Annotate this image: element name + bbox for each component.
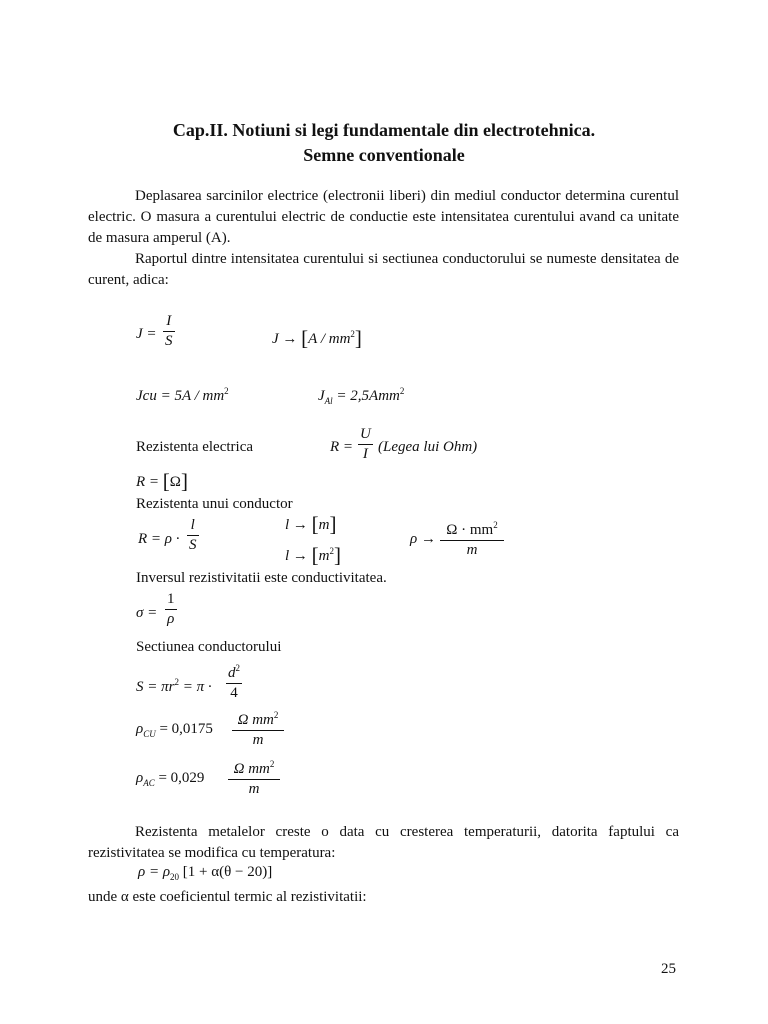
sigma-fraction: 1 ρ — [167, 591, 175, 627]
paragraph-density: Raportul dintre intensitatea curentului si sectiunea conductorului se numeste densitatea de curent, adica: — [88, 251, 679, 288]
rho-cu-fraction: Ω $mm^2$ m — [232, 706, 284, 750]
page-number: 25 — [661, 961, 676, 977]
ohm-law-note: (Legea lui Ohm) — [378, 439, 478, 455]
density-formula: J = — [136, 326, 157, 342]
ohm-fraction: U I — [360, 426, 371, 462]
label-rezistenta-conductor: Rezistenta unui conductor — [136, 496, 293, 512]
jal-value: $J_{Al} = 2,5Amm^2$ — [318, 386, 405, 406]
label-sectiunea: Sectiunea conductorului — [136, 639, 282, 655]
section-unit: $l \to [m^2]$ — [285, 543, 342, 567]
jcu-value: Jcu = $5A / mm^2$ — [136, 386, 229, 404]
resistance-fraction: l S — [189, 517, 197, 553]
temperature-formula: $\rho = \rho_{20}$ [1 + α(θ − 20)] — [138, 864, 273, 882]
rho-ac-fraction: Ω $mm^2$ m — [228, 755, 280, 799]
rho-cu-value: $\rho_{CU} = 0,0175$ — [136, 721, 213, 739]
resistance-unit: R = [Ω] — [136, 469, 188, 493]
density-fraction: I S — [165, 313, 173, 349]
label-rezistenta-electrica: Rezistenta electrica — [136, 439, 254, 455]
rho-unit-fraction: $\Omega \cdot mm^2$ m — [440, 516, 504, 560]
rho-unit-lhs: ρ → — [410, 531, 436, 547]
section-formula: $S = \pi r^2 = \pi$ · — [136, 677, 212, 695]
rho-ac-value: $\rho_{AC} = 0,029$ — [136, 770, 205, 788]
chapter-title: Cap.II. Notiuni si legi fundamentale din electrotehnica. — [172, 120, 596, 140]
paragraph-temperature: Rezistenta metalelor creste o data cu cresterea temperaturii, datorita faptului ca rezistivitatea se modifica cu temperatura: — [88, 824, 679, 861]
section-fraction: $d^2$ 4 — [228, 663, 240, 701]
label-coeficient-termic: unde α este coeficientul termic al rezistivitatii: — [88, 889, 367, 905]
sigma-lhs: σ = — [136, 605, 158, 621]
resistance-lhs: R = ρ · — [138, 531, 180, 547]
ohm-lhs: R = — [330, 439, 354, 455]
label-conductivitate: Inversul rezistivitatii este conductivitatea. — [136, 570, 387, 586]
length-unit: l → [m] — [285, 512, 337, 536]
paragraph-current: Deplasarea sarcinilor electrice (electronii liberi) din mediul conductor determina curentul electric. O masura a curentului electric de conductie este intensitatea curentului avand ca unitate de masura amperul (A). — [88, 188, 679, 246]
density-unit: $J \to [A / mm^2]$ — [272, 326, 362, 350]
chapter-subtitle: Semne conventionale — [303, 145, 465, 165]
